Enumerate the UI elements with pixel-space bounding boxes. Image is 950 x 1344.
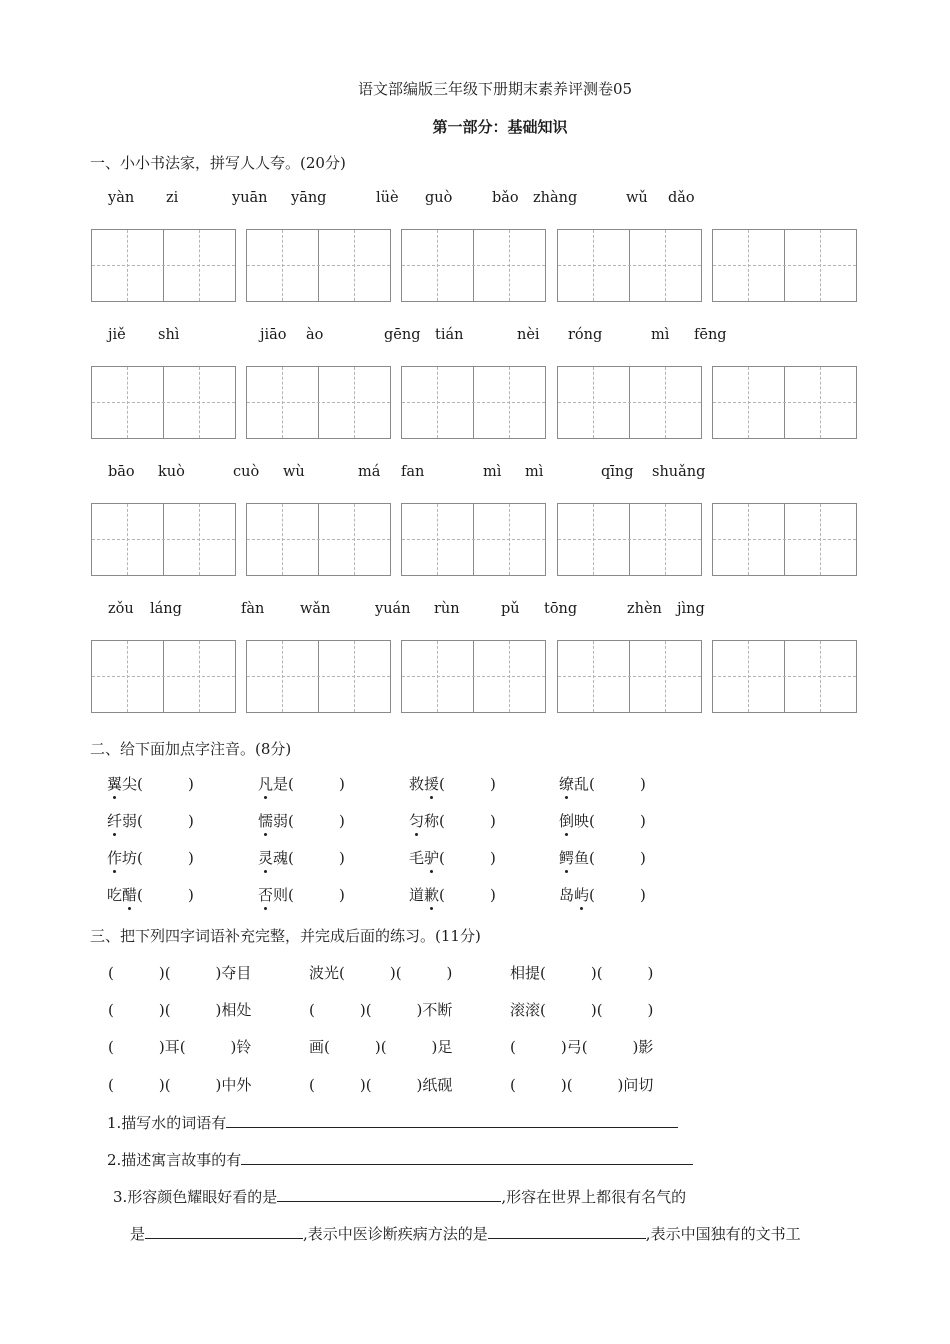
pinyin-syllable: róng [568, 327, 603, 343]
phonetic-item: 灵魂( ) [258, 849, 345, 867]
writing-grid-pair[interactable] [557, 503, 702, 576]
question-3-text-c: 是 [130, 1225, 146, 1243]
phonetic-item: 作坊( ) [107, 849, 194, 867]
writing-grid-pair[interactable] [712, 640, 857, 713]
pinyin-syllable: ào [306, 327, 324, 343]
phonetic-item: 纤弱( ) [107, 812, 194, 830]
pinyin-syllable: mì [651, 327, 670, 343]
pinyin-syllable: qīng [601, 464, 634, 480]
idiom-item: 滚滚( )( ) [510, 1001, 654, 1019]
question-3-text-b: ,形容在世界上都很有名气的 [501, 1188, 687, 1206]
pinyin-syllable: yuān [232, 190, 268, 206]
pinyin-syllable: nèi [517, 327, 540, 343]
section3-heading: 三、把下列四字词语补充完整，并完成后面的练习。(11分) [90, 927, 481, 945]
writing-grid-pair[interactable] [401, 366, 546, 439]
pinyin-syllable: dǎo [668, 190, 695, 206]
pinyin-syllable: bǎo [492, 190, 519, 206]
pinyin-syllable: guò [425, 190, 453, 206]
pinyin-syllable: jiě [108, 327, 126, 343]
pinyin-syllable: láng [150, 601, 182, 617]
phonetic-item: 道歉( ) [409, 886, 496, 904]
writing-grid-pair[interactable] [557, 640, 702, 713]
writing-grid-pair[interactable] [401, 229, 546, 302]
pinyin-syllable: zhàng [533, 190, 578, 206]
writing-grid-pair[interactable] [557, 366, 702, 439]
writing-grid-pair[interactable] [401, 640, 546, 713]
writing-grid-pair[interactable] [91, 503, 236, 576]
pinyin-syllable: wǎn [300, 601, 331, 617]
question-2 [107, 1149, 693, 1170]
writing-grid-pair[interactable] [91, 366, 236, 439]
phonetic-item: 鳄鱼( ) [559, 849, 646, 867]
pinyin-syllable: wǔ [626, 190, 648, 206]
pinyin-syllable: zhèn [627, 601, 662, 617]
answer-blank-2[interactable] [241, 1150, 693, 1165]
pinyin-syllable: fàn [241, 601, 265, 617]
answer-blank-3c[interactable] [488, 1224, 646, 1239]
idiom-item: 相提( )( ) [510, 964, 654, 982]
section2-heading: 二、给下面加点字注音。(8分) [90, 740, 292, 758]
pinyin-syllable: gēng [384, 327, 421, 343]
idiom-item: ( )( )纸砚 [309, 1076, 453, 1094]
phonetic-item: 岛屿( ) [559, 886, 646, 904]
writing-grid-pair[interactable] [712, 503, 857, 576]
writing-grid-pair[interactable] [246, 366, 391, 439]
pinyin-syllable: zi [166, 190, 179, 206]
phonetic-item: 毛驴( ) [409, 849, 496, 867]
phonetic-item: 懦弱( ) [258, 812, 345, 830]
idiom-item: ( )弓( )影 [510, 1038, 654, 1056]
pinyin-syllable: yuán [375, 601, 411, 617]
idiom-item: ( )( )问切 [510, 1076, 654, 1094]
pinyin-syllable: pǔ [501, 601, 520, 617]
phonetic-item: 凡是( ) [258, 775, 345, 793]
pinyin-syllable: mì [525, 464, 544, 480]
idiom-item: 画( )( )足 [309, 1038, 453, 1056]
idiom-item: ( )( )中外 [108, 1076, 252, 1094]
part-heading: 第一部分：基础知识 [432, 118, 568, 136]
writing-grid-pair[interactable] [712, 366, 857, 439]
question-2-label: 2.描述寓言故事的有 [107, 1151, 242, 1169]
phonetic-item: 救援( ) [409, 775, 496, 793]
question-1 [107, 1112, 678, 1133]
answer-blank-3b[interactable] [145, 1224, 303, 1239]
writing-grid-pair[interactable] [246, 503, 391, 576]
pinyin-syllable: yāng [291, 190, 327, 206]
pinyin-syllable: rùn [434, 601, 460, 617]
writing-grid-pair[interactable] [246, 229, 391, 302]
pinyin-syllable: tián [435, 327, 464, 343]
phonetic-item: 吃醋( ) [107, 886, 194, 904]
pinyin-syllable: jiāo [260, 327, 287, 343]
pinyin-syllable: fan [401, 464, 425, 480]
writing-grid-pair[interactable] [401, 503, 546, 576]
question-1-label: 1.描写水的词语有 [107, 1114, 227, 1132]
writing-grid-pair[interactable] [91, 640, 236, 713]
pinyin-syllable: cuò [233, 464, 260, 480]
answer-blank-3a[interactable] [277, 1187, 501, 1202]
writing-grid-pair[interactable] [246, 640, 391, 713]
question-3-label: 3.形容颜色耀眼好看的是 [113, 1188, 278, 1206]
pinyin-syllable: wù [283, 464, 305, 480]
answer-blank-1[interactable] [226, 1113, 678, 1128]
idiom-item: ( )耳( )铃 [108, 1038, 252, 1056]
pinyin-syllable: yàn [108, 190, 135, 206]
pinyin-syllable: shì [158, 327, 180, 343]
phonetic-item: 翼尖( ) [107, 775, 194, 793]
writing-grid-pair[interactable] [712, 229, 857, 302]
question-3-line1 [113, 1186, 686, 1207]
phonetic-item: 缭乱( ) [559, 775, 646, 793]
phonetic-item: 否则( ) [258, 886, 345, 904]
idiom-item: ( )( )夺目 [108, 964, 252, 982]
page-title: 语文部编版三年级下册期末素养评测卷05 [357, 80, 633, 98]
phonetic-item: 匀称( ) [409, 812, 496, 830]
pinyin-syllable: kuò [158, 464, 185, 480]
pinyin-syllable: tōng [544, 601, 578, 617]
pinyin-syllable: fēng [694, 327, 727, 343]
pinyin-syllable: shuǎng [652, 464, 706, 480]
question-3-line2 [130, 1223, 801, 1244]
pinyin-syllable: má [358, 464, 381, 480]
pinyin-syllable: zǒu [108, 601, 134, 617]
pinyin-syllable: mì [483, 464, 502, 480]
idiom-item: 波光( )( ) [309, 964, 453, 982]
phonetic-item: 倒映( ) [559, 812, 646, 830]
idiom-item: ( )( )相处 [108, 1001, 252, 1019]
writing-grid-pair[interactable] [91, 229, 236, 302]
section1-heading: 一、小小书法家，拼写人人夸。(20分) [90, 154, 346, 172]
idiom-item: ( )( )不断 [309, 1001, 453, 1019]
pinyin-syllable: jìng [677, 601, 705, 617]
pinyin-syllable: lüè [376, 190, 399, 206]
pinyin-syllable: bāo [108, 464, 135, 480]
question-3-text-d: ,表示中医诊断疾病方法的是 [303, 1225, 488, 1243]
question-3-text-e: ,表示中国独有的文书工 [645, 1225, 801, 1243]
writing-grid-pair[interactable] [557, 229, 702, 302]
